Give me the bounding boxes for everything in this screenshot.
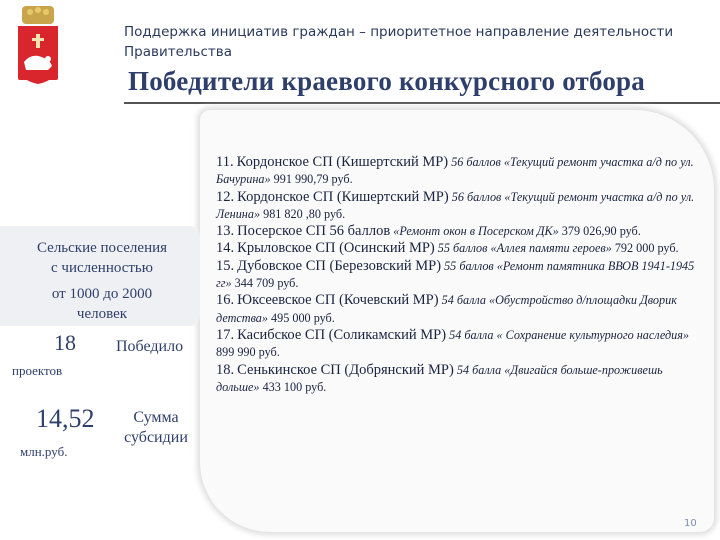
category-label-bottom: [2, 284, 202, 324]
list-item: [216, 189, 708, 224]
winner-project: «Аллея памяти героев»: [487, 241, 612, 256]
category-line4: человек: [76, 306, 128, 322]
winner-name: Касибское СП (Соликамский МР): [237, 326, 447, 343]
winner-amount: 433 100 руб.: [259, 379, 327, 394]
page-number: 10: [684, 518, 697, 529]
winner-name: Юксеевское СП (Кочевский МР): [237, 292, 439, 309]
won-count: 18: [54, 330, 76, 355]
winner-project: «Ремонт памятника ВВОВ 1941-1945 гг»: [216, 258, 695, 291]
winner-name: Кордонское СП (Кишертский МР): [236, 154, 449, 170]
header-subtitle-line1: Поддержка инициатив граждан – приоритетное направление деятельности: [124, 24, 674, 40]
won-unit: проектов: [12, 363, 63, 378]
category-line1: Сельские поселения: [36, 240, 168, 256]
category-label-top: [2, 238, 202, 278]
winner-name: Дубовское СП (Березовский МР): [237, 257, 442, 274]
winner-number: 14.: [216, 240, 235, 257]
header-subtitle: [124, 22, 704, 62]
winner-project: «Ремонт окон в Посерском ДК»: [390, 224, 559, 239]
winner-score: 55 баллов: [441, 258, 494, 273]
subsidy-label-line1: Сумма: [133, 409, 179, 426]
winner-score: 54 балла: [438, 293, 486, 308]
subsidy-label: [114, 408, 198, 448]
winner-project: « Сохранение культурного наследия»: [493, 327, 689, 342]
winner-name: Сенькинское СП (Добрянский МР): [237, 361, 454, 378]
winner-score: 56 баллов: [448, 189, 502, 204]
winner-score: 54 балла: [453, 362, 502, 377]
winner-score: 56 баллов: [448, 155, 501, 169]
winner-score: 55 баллов: [434, 241, 488, 256]
category-line3: от 1000 до 2000: [51, 286, 153, 302]
winner-name: Посерское СП 56 баллов: [237, 223, 391, 240]
winner-amount: 899 990 руб.: [216, 345, 280, 360]
subsidy-label-line2: субсидии: [124, 429, 188, 446]
list-item: [216, 258, 708, 293]
winner-amount: 495 000 руб.: [267, 310, 335, 325]
list-item: [216, 362, 708, 397]
subsidy-unit: млн.руб.: [20, 444, 68, 459]
winner-project: «Обустройство д/площадки Дворик детства»: [216, 293, 677, 325]
winner-number: 13.: [216, 223, 235, 240]
coat-of-arms-icon: [8, 4, 66, 86]
winner-amount: 981 820 ,80 руб.: [260, 206, 346, 221]
winner-number: 12.: [216, 188, 235, 205]
winner-amount: 344 709 руб.: [231, 276, 299, 291]
won-label: Победило: [116, 338, 184, 355]
winner-project: «Текущий ремонт участка а/д по ул. Ленина»: [216, 189, 695, 221]
winner-amount: 991 990,79 руб.: [270, 172, 353, 187]
winner-name: Крыловское СП (Осинский МР): [237, 240, 435, 257]
winner-number: 16.: [216, 292, 235, 309]
list-item: [216, 223, 708, 240]
list-item: [216, 240, 708, 257]
winner-number: 11.: [216, 154, 234, 170]
winner-amount: 379 026,90 руб.: [558, 224, 641, 239]
winners-list: [216, 154, 708, 396]
winner-number: 18.: [216, 361, 235, 378]
page-title: Победители краевого конкурсного отбора: [128, 66, 645, 96]
list-item: [216, 327, 708, 362]
category-line2: с численностью: [51, 260, 153, 276]
winner-amount: 792 000 руб.: [611, 241, 679, 256]
list-item: [216, 292, 708, 327]
winner-project: «Двигайся больше-проживешь дольше»: [216, 362, 663, 394]
winner-score: 54 балла: [446, 327, 494, 342]
winner-project: «Текущий ремонт участка а/д по ул. Бачурина»: [216, 155, 694, 187]
list-item: [216, 154, 708, 189]
winner-name: Кордонское СП (Кишертский МР): [237, 188, 449, 205]
header-subtitle-line2: Правительства: [124, 44, 232, 60]
subsidy-value: 14,52: [36, 404, 95, 433]
winner-number: 15.: [216, 257, 235, 274]
winner-number: 17.: [216, 326, 235, 343]
title-divider: [124, 102, 720, 104]
